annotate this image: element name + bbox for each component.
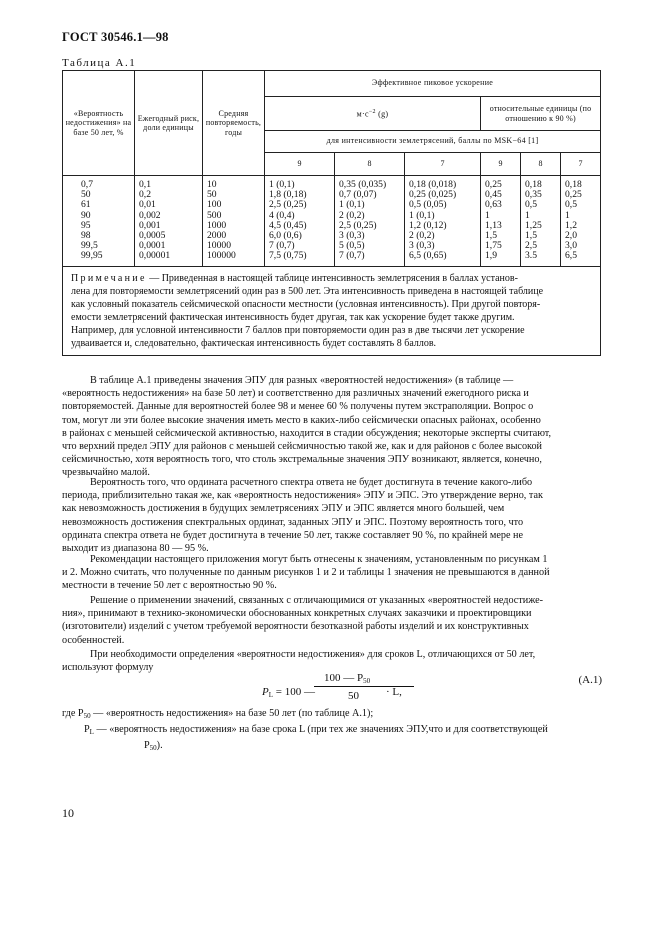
table-cell: 0,00001 xyxy=(139,250,171,262)
table-cell: 90 xyxy=(81,209,91,221)
table-cell: 0,18 xyxy=(525,179,542,190)
table-cell: 1,2 xyxy=(565,219,577,231)
text-line: ордината спектра ответа не будет достигнута в течение 50 лет, также составляет 90 %, по крайней мере не xyxy=(62,529,524,541)
table-cell: 7 (0,7) xyxy=(269,240,295,252)
text-line: периода, приблизительно такая же, как «вероятность недостижения» ЭПУ и ЭПС. Это утверждение верно, так xyxy=(62,490,543,502)
paragraph-4 xyxy=(62,594,600,647)
table-cell: 2 (0,2) xyxy=(409,229,435,241)
header-annual-risk: Ежегодный риск, доли единицы xyxy=(135,71,203,176)
table-cell: 7,5 (0,75) xyxy=(269,250,307,262)
table-cell: 0,45 xyxy=(485,189,502,201)
table-cell: 0,7 xyxy=(81,179,93,190)
table-cell: 1 (0,1) xyxy=(409,209,435,221)
table-cell: 50 xyxy=(81,189,91,201)
formula-a1 xyxy=(262,666,602,706)
table-cell: 1,8 (0,18) xyxy=(269,189,307,201)
table-cell: 0,63 xyxy=(485,199,502,211)
formula-label: (А.1) xyxy=(578,674,602,686)
table-cell: 4,5 (0,45) xyxy=(269,219,307,231)
text-line: местности в течение 50 лет с вероятностью 90 %. xyxy=(62,580,277,592)
col-number: 9 xyxy=(481,153,521,176)
formula-numerator: 100 — $P_{50}$ xyxy=(324,672,371,685)
table-cell: 100000 xyxy=(207,250,236,262)
note-line: Например, для условной интенсивности 7 баллов при повторяемости один раз в две тысячи лет ускорение xyxy=(71,324,525,336)
text-line: Вероятность того, что ордината расчетного спектра ответа не будет достигнута в течение какого-либо xyxy=(90,477,533,488)
table-cell: 3,0 xyxy=(565,240,577,252)
column-rel-9 xyxy=(481,176,521,267)
text-line: ния», принимают в технико-экономически обоснованных конкретных случаях заказчики и проектировщики xyxy=(62,608,532,620)
note-line: Примечание — Приведенная в настоящей таблице интенсивность землетрясения в баллах установ- xyxy=(71,272,518,284)
column-ms-9 xyxy=(265,176,335,267)
table-cell: 50 xyxy=(207,189,217,201)
paragraph-1 xyxy=(62,374,600,480)
column-rel-8 xyxy=(521,176,561,267)
table-cell: 2000 xyxy=(207,229,227,241)
text-line: в районах с меньшей сейсмической активностью, находится в стадии обсуждения; некоторые эксперты считают, xyxy=(62,427,552,439)
table-note xyxy=(63,266,601,355)
table-cell: 0,001 xyxy=(139,219,161,231)
table-cell: 6,0 (0,6) xyxy=(269,229,302,241)
table-cell: 2,5 (0,25) xyxy=(269,199,307,211)
text-line: и 2. Можно считать, что полученные по данным рисунков 1 и 2 и таблицы 1 значения не превышаются в данной xyxy=(62,567,550,579)
table-cell: 2 (0,2) xyxy=(339,209,365,221)
text-line: как невозможность достижения в будущих землетрясениях ЭПУ и ЭПС является много большей, чем xyxy=(62,503,505,515)
table-cell: 1 (0,1) xyxy=(339,199,365,211)
text-line: В таблице А.1 приведены значения ЭПУ для разных «вероятностей недостижения» (в таблице — xyxy=(90,375,514,386)
table-cell: 10000 xyxy=(207,240,231,252)
col-number: 7 xyxy=(561,153,601,176)
table-cell: 99,95 xyxy=(81,250,103,262)
table-cell: 7 (0,7) xyxy=(339,250,365,262)
table-cell: 0,5 xyxy=(565,199,577,211)
text-line: сейсмичностью, хотя вероятность того, что столь экстремальные значения ЭПУ возникают, является, конечно, xyxy=(62,454,542,466)
table-cell: 1,9 xyxy=(485,250,497,262)
text-line: невозможность достижения спектральных ординат, заданных ЭПУ и ЭПС. Поэтому вероятность того, что xyxy=(62,516,524,528)
header-probability: «Вероятность недостижения» на базе 50 лет, % xyxy=(63,71,135,176)
table-cell: 6,5 (0,65) xyxy=(409,250,447,262)
table-cell: 10 xyxy=(207,179,217,190)
definition-pl-cont: $P_{50}$). xyxy=(144,740,163,752)
table-cell: 99,5 xyxy=(81,240,98,252)
table-cell: 1,13 xyxy=(485,219,502,231)
table-cell: 2,5 xyxy=(525,240,537,252)
header-recurrence: Средняя повторяемость, годы xyxy=(203,71,265,176)
text-line: При необходимости определения «вероятности недостижения» для сроков L, отличающихся от 50 лет, xyxy=(90,649,536,660)
table-cell: 0,25 xyxy=(485,179,502,190)
formula-definitions xyxy=(62,707,600,755)
formula-lhs: $P_L = 100$ — xyxy=(262,686,315,699)
column-ms-7 xyxy=(405,176,481,267)
table-cell: 3 (0,3) xyxy=(339,229,365,241)
note-heading: Примечание xyxy=(71,272,147,284)
table-cell: 0,7 (0,07) xyxy=(339,189,377,201)
formula-tail: · L, xyxy=(386,686,402,698)
table-cell: 2,0 xyxy=(565,229,577,241)
text-line: особенностей. xyxy=(62,634,125,646)
page-number: 10 xyxy=(62,806,74,820)
col-number: 9 xyxy=(265,153,335,176)
table-cell: 0,25 (0,025) xyxy=(409,189,457,201)
table-cell: 2,5 (0,25) xyxy=(339,219,377,231)
note-line: удваивается и, следовательно, фактическая интенсивность будет составлять 8 баллов. xyxy=(71,337,437,349)
table-cell: 0,35 (0,035) xyxy=(339,179,387,190)
table-caption: Таблица А.1 xyxy=(62,57,137,69)
text-line: Решение о применении значений, связанных с отличающимися от указанных «вероятностей недостиже- xyxy=(90,595,544,606)
table-cell: 1 xyxy=(485,209,490,221)
table-cell: 0,01 xyxy=(139,199,156,211)
table-cell: 0,5 xyxy=(525,199,537,211)
table-cell: 5 (0,5) xyxy=(339,240,365,252)
paragraph-3 xyxy=(62,553,600,593)
note-line: лена для повторяемости землетрясений один раз в 500 лет. Эта интенсивность приведена в настоящей таблице xyxy=(71,285,544,297)
table-cell: 95 xyxy=(81,219,91,231)
column-probability xyxy=(63,176,135,267)
table-cell: 98 xyxy=(81,229,91,241)
table-cell: 0,1 xyxy=(139,179,151,190)
definition-p50: где $P_{50}$ — «вероятность недостижения» на базе 50 лет (по таблице А.1); xyxy=(62,708,374,720)
text-line: чрезвычайно малой. xyxy=(62,467,150,479)
header-relative-units: относительные единицы (по отношению к 90 %) xyxy=(481,97,601,131)
text-line: выходит из диапазона 80 — 95 %. xyxy=(62,543,209,555)
formula-denominator: 50 xyxy=(348,690,359,702)
table-cell: 100 xyxy=(207,199,222,211)
table-cell: 0,002 xyxy=(139,209,161,221)
table-cell: 1000 xyxy=(207,219,227,231)
col-number: 7 xyxy=(405,153,481,176)
column-rel-7 xyxy=(561,176,601,267)
table-cell: 6,5 xyxy=(565,250,577,262)
column-annual-risk xyxy=(135,176,203,267)
col-number: 8 xyxy=(521,153,561,176)
table-cell: 1 xyxy=(565,209,570,221)
note-line: как условный показатель сейсмической опасности местности (условная интенсивность). При другой повторя- xyxy=(71,298,541,310)
paragraph-2 xyxy=(62,476,600,555)
table-cell: 1 (0,1) xyxy=(269,179,295,190)
table-cell: 61 xyxy=(81,199,91,211)
table-cell: 1,5 xyxy=(485,229,497,241)
table-cell: 0,0001 xyxy=(139,240,166,252)
table-cell: 1,25 xyxy=(525,219,542,231)
text-line: (изготовители) изделий с учетом требуемой вероятности безотказной работы изделий и их конструктивных xyxy=(62,621,529,633)
table-cell: 4 (0,4) xyxy=(269,209,295,221)
table-cell: 0,35 xyxy=(525,189,542,201)
table-cell: 1,5 xyxy=(525,229,537,241)
header-epu: Эффективное пиковое ускорение xyxy=(265,71,601,97)
header-intensity: для интенсивности землетрясений, баллы по MSK−64 [1] xyxy=(265,131,601,153)
document-header: ГОСТ 30546.1—98 xyxy=(62,30,169,44)
col-number: 8 xyxy=(335,153,405,176)
text-line: «вероятность недостижения» на базе 50 лет) и соответственно для различных значений ежегодного риска и xyxy=(62,388,529,400)
column-recurrence xyxy=(203,176,265,267)
table-cell: 0,25 xyxy=(565,189,582,201)
table-cell: 0,2 xyxy=(139,189,151,201)
table-cell: 0,18 xyxy=(565,179,582,190)
text-line: Рекомендации настоящего приложения могут быть отнесены к значениям, установленным по рисункам 1 xyxy=(90,554,548,565)
table-cell: 0,0005 xyxy=(139,229,166,241)
text-line: повторяемостей. Данные для вероятностей более 98 и менее 60 % получены путем экстраполяции. Вопрос о xyxy=(62,401,534,413)
note-line: емости землетрясений фактическая интенсивность будет другая, так как ускорение будет также другим. xyxy=(71,311,515,323)
table-cell: 3 (0,3) xyxy=(409,240,435,252)
table-cell: 0,5 (0,05) xyxy=(409,199,447,211)
text-line: что верхний предел ЭПУ для районов с меньшей сейсмичностью такой же, как и для районов с более высокой xyxy=(62,441,543,453)
acceleration-table xyxy=(62,70,601,356)
table-cell: 0,18 (0,018) xyxy=(409,179,457,190)
header-ms-unit: $м\cdot с^{-2}$ (g) xyxy=(265,97,481,131)
text-line: используют формулу xyxy=(62,662,154,674)
table-cell: 1 xyxy=(525,209,530,221)
table-cell: 3.5 xyxy=(525,250,537,262)
definition-pl: $P_L$ — «вероятность недостижения» на базе срока L (при тех же значениях ЭПУ,что и для соответствующей xyxy=(84,724,548,736)
table-cell: 1,2 (0,12) xyxy=(409,219,447,231)
column-ms-8 xyxy=(335,176,405,267)
table-cell: 1,75 xyxy=(485,240,502,252)
table-cell: 500 xyxy=(207,209,222,221)
text-line: том, могут ли эти более высокие значения иметь место в каких-либо сейсмически опасных районах, особенно xyxy=(62,414,541,426)
